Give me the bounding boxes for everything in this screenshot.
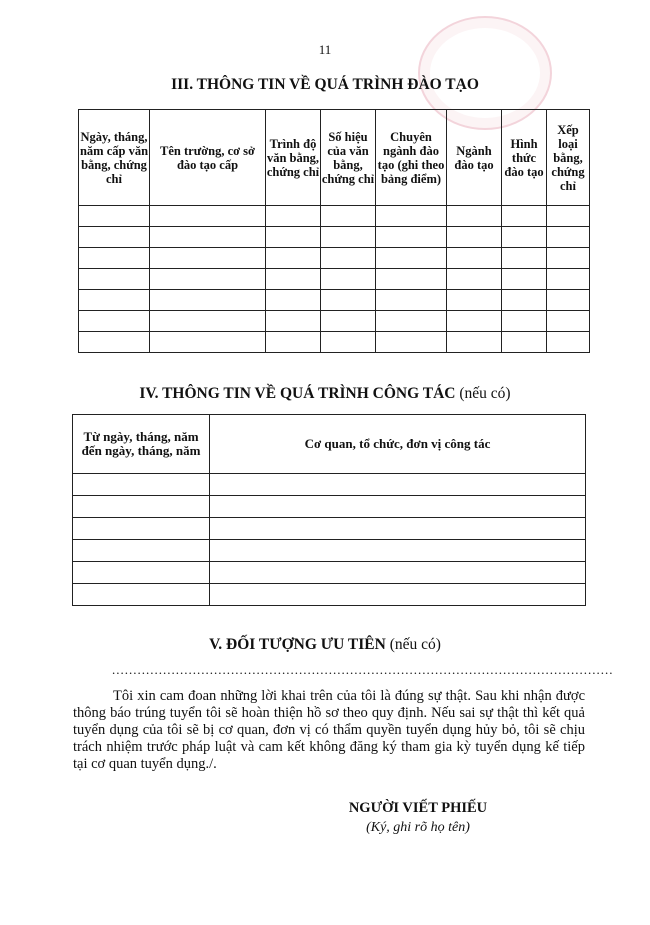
column-header: Từ ngày, tháng, năm đến ngày, tháng, năm — [73, 415, 210, 474]
table-cell[interactable] — [210, 584, 586, 606]
table-cell[interactable] — [79, 290, 150, 311]
table-cell[interactable] — [447, 269, 502, 290]
work-history-table — [72, 414, 586, 606]
training-history-table — [78, 109, 590, 353]
table-cell[interactable] — [150, 206, 266, 227]
table-cell[interactable] — [447, 206, 502, 227]
table-cell[interactable] — [376, 227, 447, 248]
table-cell[interactable] — [79, 311, 150, 332]
table-row — [73, 496, 586, 518]
table-header-row — [79, 110, 590, 206]
table-row — [79, 332, 590, 353]
table-cell[interactable] — [502, 290, 547, 311]
table-cell[interactable] — [150, 248, 266, 269]
table-cell[interactable] — [547, 206, 590, 227]
commitment-paragraph: Tôi xin cam đoan những lời khai trên của tôi là đúng sự thật. Sau khi nhận được thông báo trúng tuyển tôi sẽ hoàn thiện hồ sơ theo quy định. Nếu sai sự thật thì kết quả tuyển dụng của tôi sẽ bị cơ quan, đơn vị có thẩm quyền tuyển dụng hủy bỏ, tôi sẽ chịu trách nhiệm trước pháp luật và cam kết không đăng ký tham gia kỳ tuyển dụng kế tiếp tại cơ quan tuyển dụng./. — [73, 688, 585, 772]
table-cell[interactable] — [73, 496, 210, 518]
table-cell[interactable] — [321, 227, 376, 248]
table-cell[interactable] — [502, 269, 547, 290]
section5-title-text: V. ĐỐI TƯỢNG ƯU TIÊN — [209, 636, 386, 653]
table-cell[interactable] — [266, 269, 321, 290]
priority-dotted-line: ...................................................................................................................... — [112, 662, 614, 677]
table-cell[interactable] — [266, 248, 321, 269]
table-cell[interactable] — [502, 332, 547, 353]
section5-title-note: (nếu có) — [389, 636, 441, 653]
table-cell[interactable] — [321, 290, 376, 311]
signer-note: (Ký, ghi rõ họ tên) — [366, 820, 470, 835]
table-cell[interactable] — [266, 206, 321, 227]
column-header: Chuyên ngành đào tạo (ghi theo bảng điểm) — [376, 110, 447, 206]
table-cell[interactable] — [79, 332, 150, 353]
section3-title: III. THÔNG TIN VỀ QUÁ TRÌNH ĐÀO TẠO — [171, 76, 479, 93]
table-cell[interactable] — [447, 227, 502, 248]
table-row — [79, 248, 590, 269]
table-cell[interactable] — [210, 562, 586, 584]
table-cell[interactable] — [79, 227, 150, 248]
table-cell[interactable] — [266, 227, 321, 248]
table-cell[interactable] — [321, 311, 376, 332]
table-cell[interactable] — [73, 562, 210, 584]
table-cell[interactable] — [150, 290, 266, 311]
table-row — [73, 584, 586, 606]
table-row — [73, 474, 586, 496]
section5-title — [0, 636, 650, 654]
table-cell[interactable] — [73, 540, 210, 562]
table-cell[interactable] — [266, 311, 321, 332]
column-header: Hình thức đào tạo — [502, 110, 547, 206]
table-cell[interactable] — [447, 290, 502, 311]
table-cell[interactable] — [79, 248, 150, 269]
table-row — [73, 518, 586, 540]
table-cell[interactable] — [376, 311, 447, 332]
table-cell[interactable] — [79, 269, 150, 290]
section4-title-note: (nếu có) — [459, 385, 511, 402]
table-cell[interactable] — [547, 248, 590, 269]
table-row — [79, 269, 590, 290]
table-row — [73, 540, 586, 562]
table-cell[interactable] — [547, 269, 590, 290]
table-row — [79, 311, 590, 332]
table-cell[interactable] — [210, 474, 586, 496]
table-cell[interactable] — [321, 248, 376, 269]
table-cell[interactable] — [210, 496, 586, 518]
column-header: Xếp loại bằng, chứng chỉ — [547, 110, 590, 206]
column-header: Ngày, tháng, năm cấp văn bằng, chứng chỉ — [79, 110, 150, 206]
column-header: Cơ quan, tổ chức, đơn vị công tác — [210, 415, 586, 474]
table-cell[interactable] — [376, 290, 447, 311]
column-header: Tên trường, cơ sở đào tạo cấp — [150, 110, 266, 206]
table-cell[interactable] — [150, 332, 266, 353]
table-cell[interactable] — [502, 206, 547, 227]
table-cell[interactable] — [547, 227, 590, 248]
table-cell[interactable] — [266, 290, 321, 311]
signer-title: NGƯỜI VIẾT PHIẾU — [348, 800, 488, 816]
table-cell[interactable] — [447, 248, 502, 269]
table-row — [73, 562, 586, 584]
table-cell[interactable] — [210, 518, 586, 540]
table-cell[interactable] — [321, 269, 376, 290]
table-row — [79, 290, 590, 311]
table-cell[interactable] — [502, 227, 547, 248]
table-cell[interactable] — [150, 227, 266, 248]
table-row — [79, 227, 590, 248]
table-cell[interactable] — [73, 584, 210, 606]
table-cell[interactable] — [321, 206, 376, 227]
table-cell[interactable] — [547, 332, 590, 353]
column-header: Số hiệu của văn bằng, chứng chỉ — [321, 110, 376, 206]
table-cell[interactable] — [150, 311, 266, 332]
table-cell[interactable] — [376, 206, 447, 227]
table-cell[interactable] — [502, 311, 547, 332]
table-cell[interactable] — [547, 311, 590, 332]
table-cell[interactable] — [447, 311, 502, 332]
column-header: Trình độ văn bằng, chứng chỉ — [266, 110, 321, 206]
column-header: Ngành đào tạo — [447, 110, 502, 206]
table-cell[interactable] — [266, 332, 321, 353]
table-cell[interactable] — [73, 474, 210, 496]
table-cell[interactable] — [376, 248, 447, 269]
table-header-row — [73, 415, 586, 474]
table-cell[interactable] — [321, 332, 376, 353]
page-number: 11 — [318, 42, 332, 57]
table-cell[interactable] — [547, 290, 590, 311]
table-cell[interactable] — [73, 518, 210, 540]
table-cell[interactable] — [79, 206, 150, 227]
table-cell[interactable] — [150, 269, 266, 290]
section4-title — [0, 385, 650, 403]
table-cell[interactable] — [502, 248, 547, 269]
table-row — [79, 206, 590, 227]
section4-title-text: IV. THÔNG TIN VỀ QUÁ TRÌNH CÔNG TÁC — [139, 385, 456, 402]
table-cell[interactable] — [447, 332, 502, 353]
table-cell[interactable] — [376, 332, 447, 353]
table-cell[interactable] — [210, 540, 586, 562]
table-cell[interactable] — [376, 269, 447, 290]
